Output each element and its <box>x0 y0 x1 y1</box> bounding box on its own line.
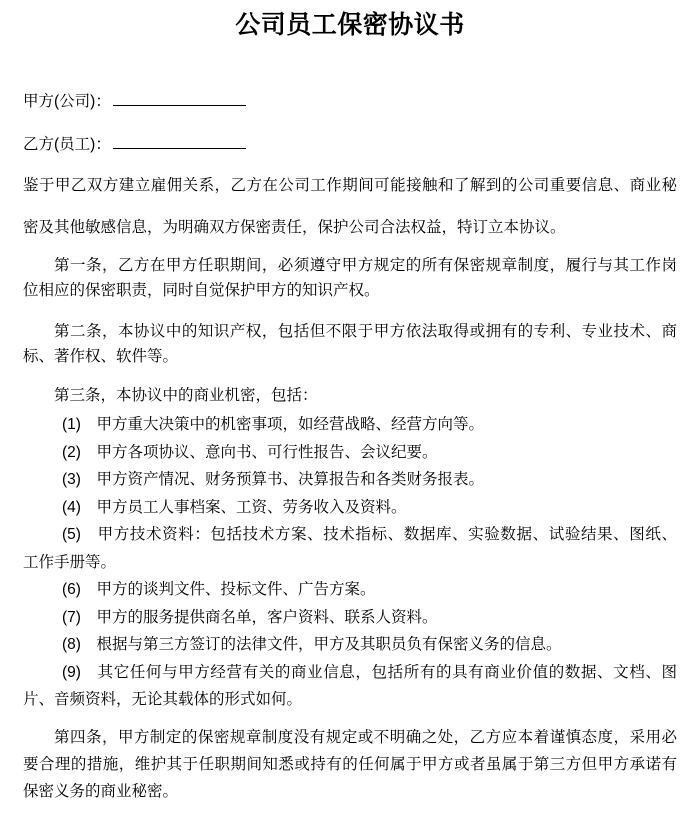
party-a-blank-line[interactable] <box>113 90 246 106</box>
party-b-blank-line[interactable] <box>113 133 246 149</box>
text-line: 片、音频资料，无论其载体的形式如何。 <box>23 691 303 708</box>
text-line: (6) 甲方的谈判文件、投标文件、广告方案。 <box>62 581 376 598</box>
text-line: (5) 甲方技术资料：包括技术方案、技术指标、数据库、实验数据、试验结果、图纸、 <box>62 526 677 543</box>
party-b-label: 乙方(员工)： <box>23 136 111 153</box>
party-a-row <box>23 90 677 114</box>
text-line: 位相应的保密职责，同时自觉保护甲方的知识产权。 <box>23 282 380 299</box>
text-line: 要合理的措施，维护其于任职期间知悉或持有的任何属于甲方或者虽属于第三方但甲方承诺有 <box>23 755 677 773</box>
text-line: 第一条，乙方在甲方任职期间，必须遵守甲方规定的所有保密规章制度，履行与其工作岗 <box>54 257 677 274</box>
text-line: 工作手册等。 <box>23 553 117 571</box>
text-line: 第四条，甲方制定的保密规章制度没有规定或不明确之处，乙方应本着谨慎态度，采用必 <box>54 728 677 746</box>
party-a-label: 甲方(公司)： <box>23 93 111 110</box>
text-line: 保密义务的商业秘密。 <box>23 782 179 800</box>
list-item-6 <box>23 576 677 604</box>
text-line: 密及其他敏感信息，为明确双方保密责任，保护公司合法权益，特订立本协议。 <box>23 219 566 236</box>
business-secret-item-list <box>23 411 677 714</box>
article-3 <box>23 383 677 409</box>
article-1 <box>23 253 677 303</box>
document-title: 公司员工保密协议书 <box>235 11 465 39</box>
article-4 <box>23 724 677 805</box>
text-line: (9) 其它任何与甲方经营有关的商业信息，包括所有的具有商业价值的数据、文档、图 <box>62 663 677 681</box>
text-line: 第二条，本协议中的知识产权，包括但不限于甲方依法取得或拥有的专利、专业技术、商 <box>54 323 677 340</box>
text-line: (8) 根据与第三方签订的法律文件，甲方及其职员负有保密义务的信息。 <box>62 636 562 653</box>
text-line: (7) 甲方的服务提供商名单，客户资料、联系人资料。 <box>62 608 438 626</box>
text-line: (1) 甲方重大决策中的机密事项，如经营战略、经营方向等。 <box>62 416 484 433</box>
list-item-1 <box>23 411 677 439</box>
party-b-row <box>23 133 677 157</box>
text-line: 标、著作权、软件等。 <box>23 348 179 365</box>
list-item-4 <box>23 494 677 522</box>
text-line: (4) 甲方员工人事档案、工资、劳务收入及资料。 <box>62 498 407 516</box>
list-item-8 <box>23 631 677 659</box>
text-line: 第三条，本协议中的商业机密，包括： <box>54 387 318 404</box>
preamble-paragraph <box>23 165 677 249</box>
list-item-2 <box>23 439 677 467</box>
list-item-9 <box>23 659 677 714</box>
text-line: 鉴于甲乙双方建立雇佣关系，乙方在公司工作期间可能接触和了解到的公司重要信息、商业秘 <box>23 177 677 194</box>
confidentiality-agreement-page <box>0 8 697 814</box>
text-line: (3) 甲方资产情况、财务预算书、决算报告和各类财务报表。 <box>62 471 484 488</box>
list-item-7 <box>23 604 677 632</box>
list-item-5 <box>23 521 677 576</box>
list-item-3 <box>23 466 677 494</box>
text-line: (2) 甲方各项协议、意向书、可行性报告、会议纪要。 <box>62 443 438 461</box>
article-2 <box>23 319 677 369</box>
